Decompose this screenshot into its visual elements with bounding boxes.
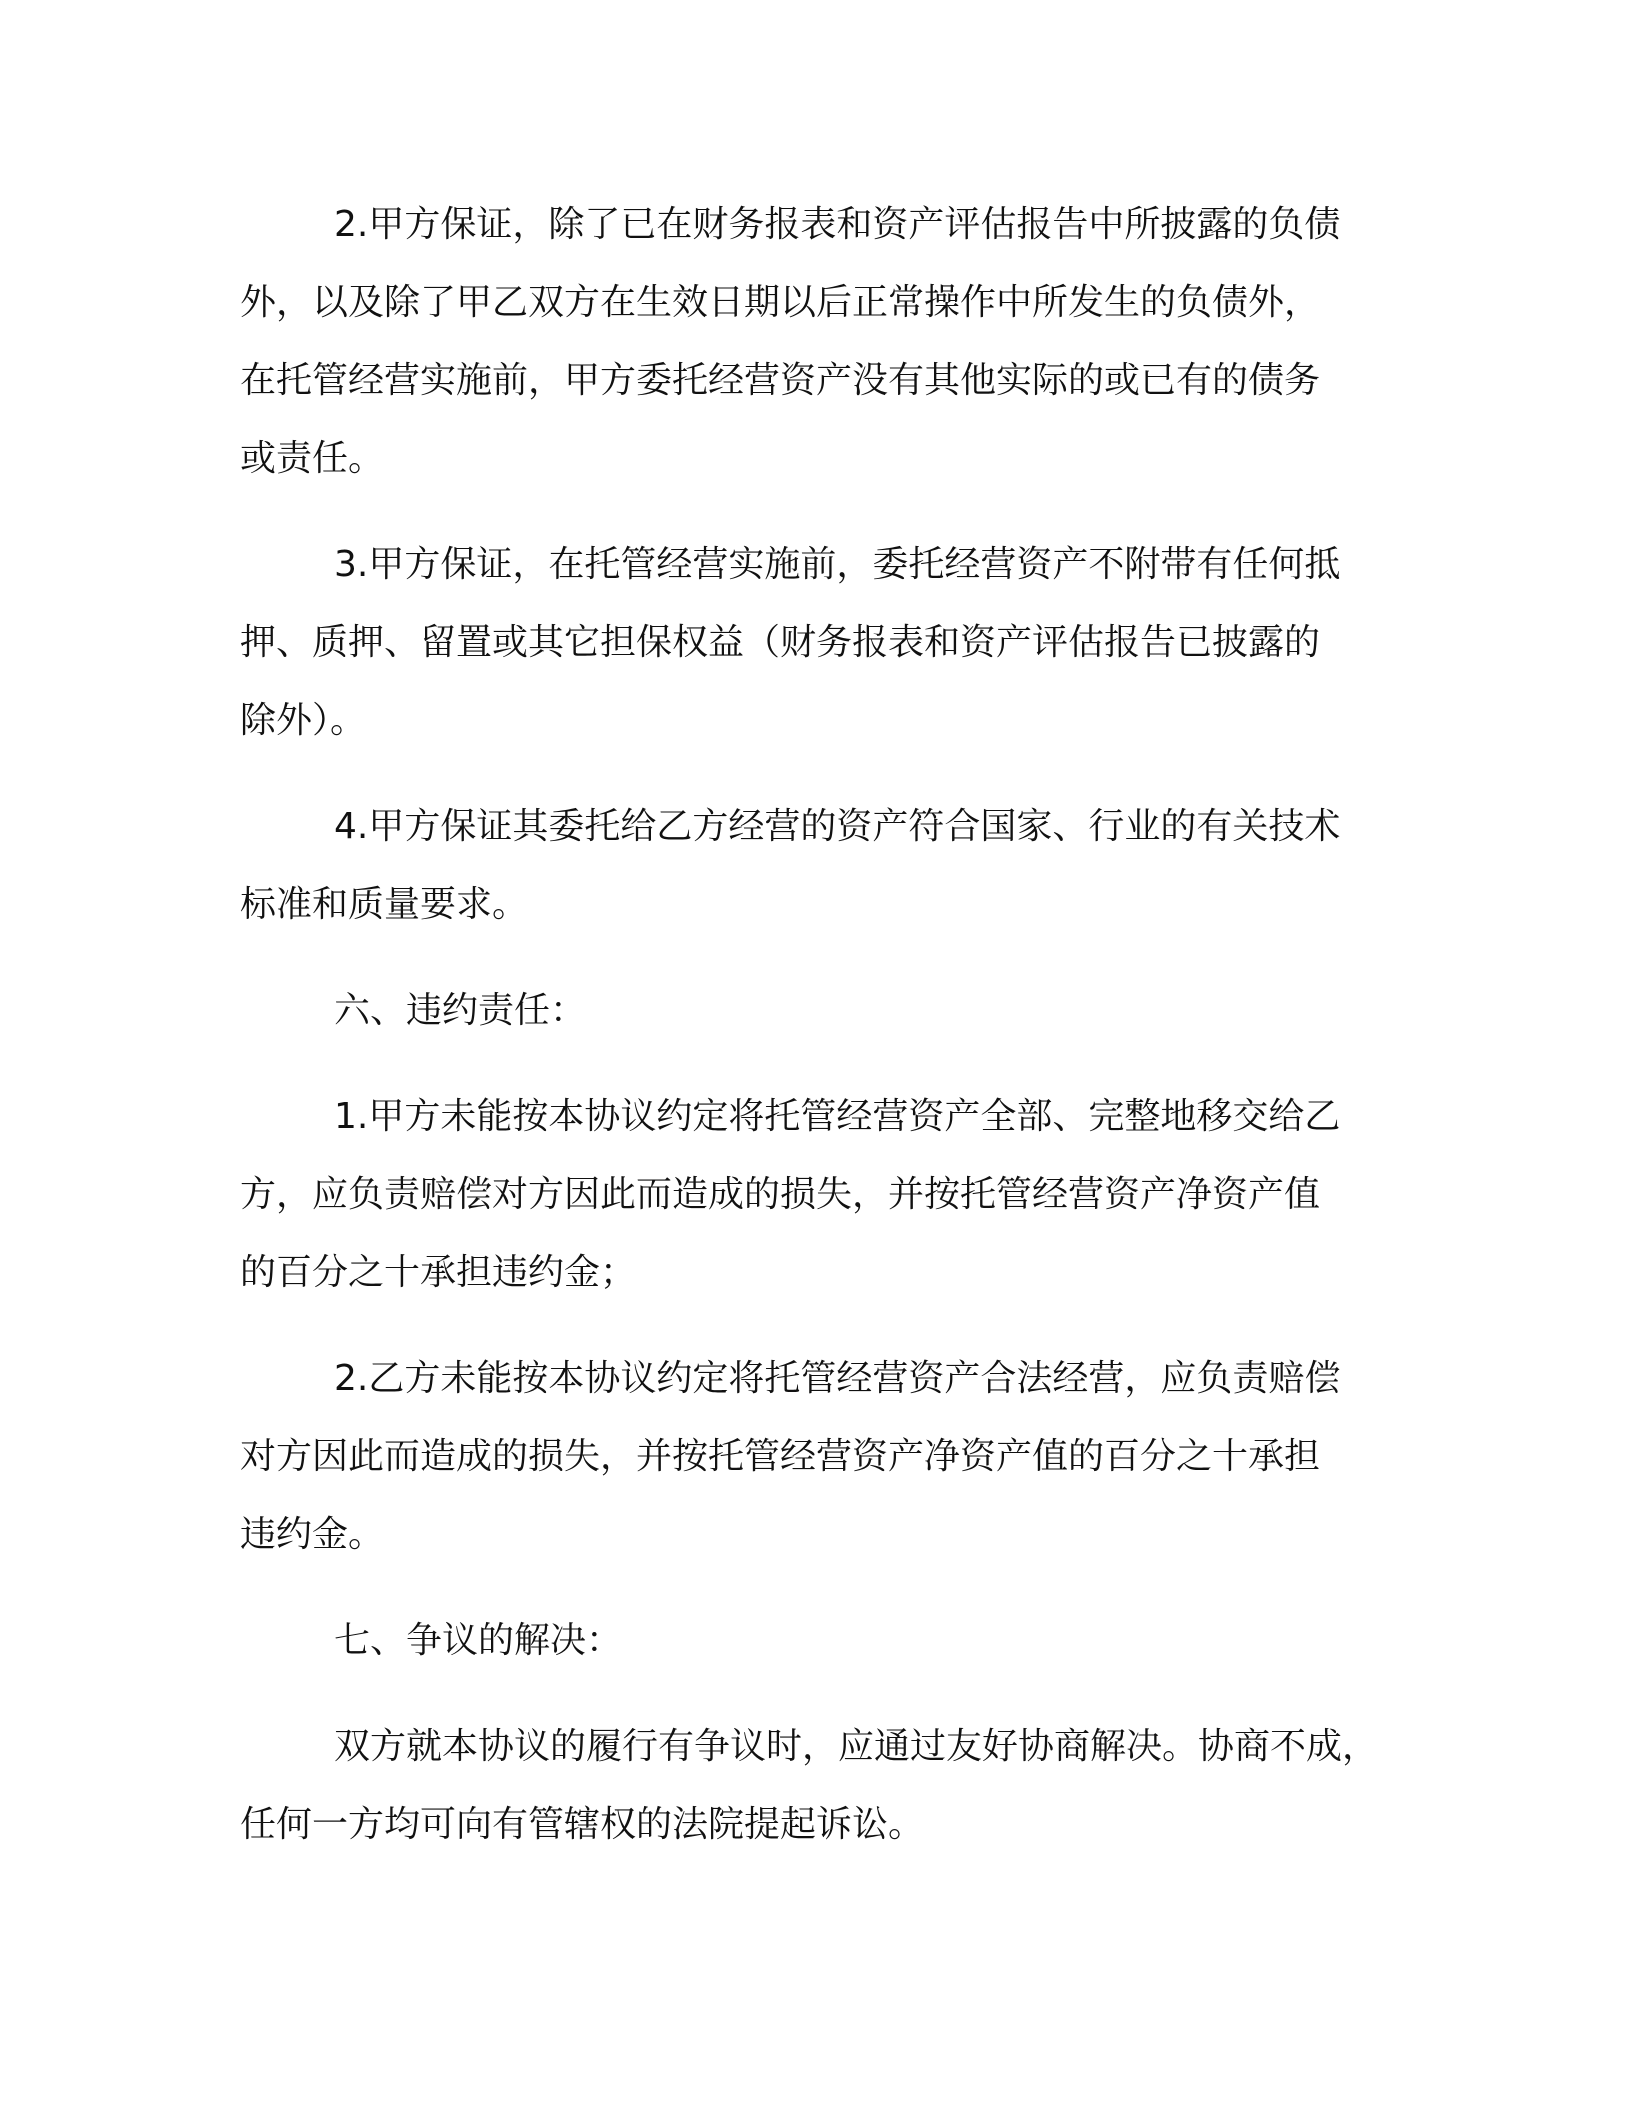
paragraph-guarantee-4 [240,788,1400,944]
text-line: 双方就本协议的履行有争议时，应通过友好协商解决。协商不成， [334,1726,1379,1767]
text-line: 违约金。 [240,1514,385,1555]
text-line: 对方因此而造成的损失，并按托管经营资产净资产值的百分之十承担 [240,1436,1321,1477]
text-line: 2.甲方保证，除了已在财务报表和资产评估报告中所披露的负债 [334,204,1341,245]
paragraph-dispute [240,1708,1400,1864]
text-line: 的百分之十承担违约金； [240,1252,637,1293]
paragraph-liability-1 [240,1078,1400,1312]
section-heading: 六、违约责任： [334,990,587,1031]
text-line: 外，以及除了甲乙双方在生效日期以后正常操作中所发生的负债外， [240,282,1321,323]
paragraph-liability-2 [240,1340,1400,1574]
text-line: 1.甲方未能按本协议约定将托管经营资产全部、完整地移交给乙 [334,1096,1341,1137]
section-heading-dispute [240,1602,1400,1680]
paragraph-guarantee-2 [240,186,1400,498]
text-line: 或责任。 [240,438,385,479]
paragraph-guarantee-3 [240,526,1400,760]
section-heading: 七、争议的解决： [334,1620,623,1661]
text-line: 任何一方均可向有管辖权的法院提起诉讼。 [240,1804,925,1845]
text-line: 标准和质量要求。 [240,884,529,925]
text-line: 3.甲方保证，在托管经营实施前，委托经营资产不附带有任何抵 [334,544,1341,585]
section-heading-liability [240,972,1400,1050]
document-body [240,186,1400,1864]
text-line: 押、质押、留置或其它担保权益（财务报表和资产评估报告已披露的 [240,622,1321,663]
text-line: 2.乙方未能按本协议约定将托管经营资产合法经营，应负责赔偿 [334,1358,1341,1399]
text-line: 方，应负责赔偿对方因此而造成的损失，并按托管经营资产净资产值 [240,1174,1321,1215]
text-line: 除外）。 [240,700,367,741]
text-line: 4.甲方保证其委托给乙方经营的资产符合国家、行业的有关技术 [334,806,1341,847]
text-line: 在托管经营实施前，甲方委托经营资产没有其他实际的或已有的债务 [240,360,1321,401]
